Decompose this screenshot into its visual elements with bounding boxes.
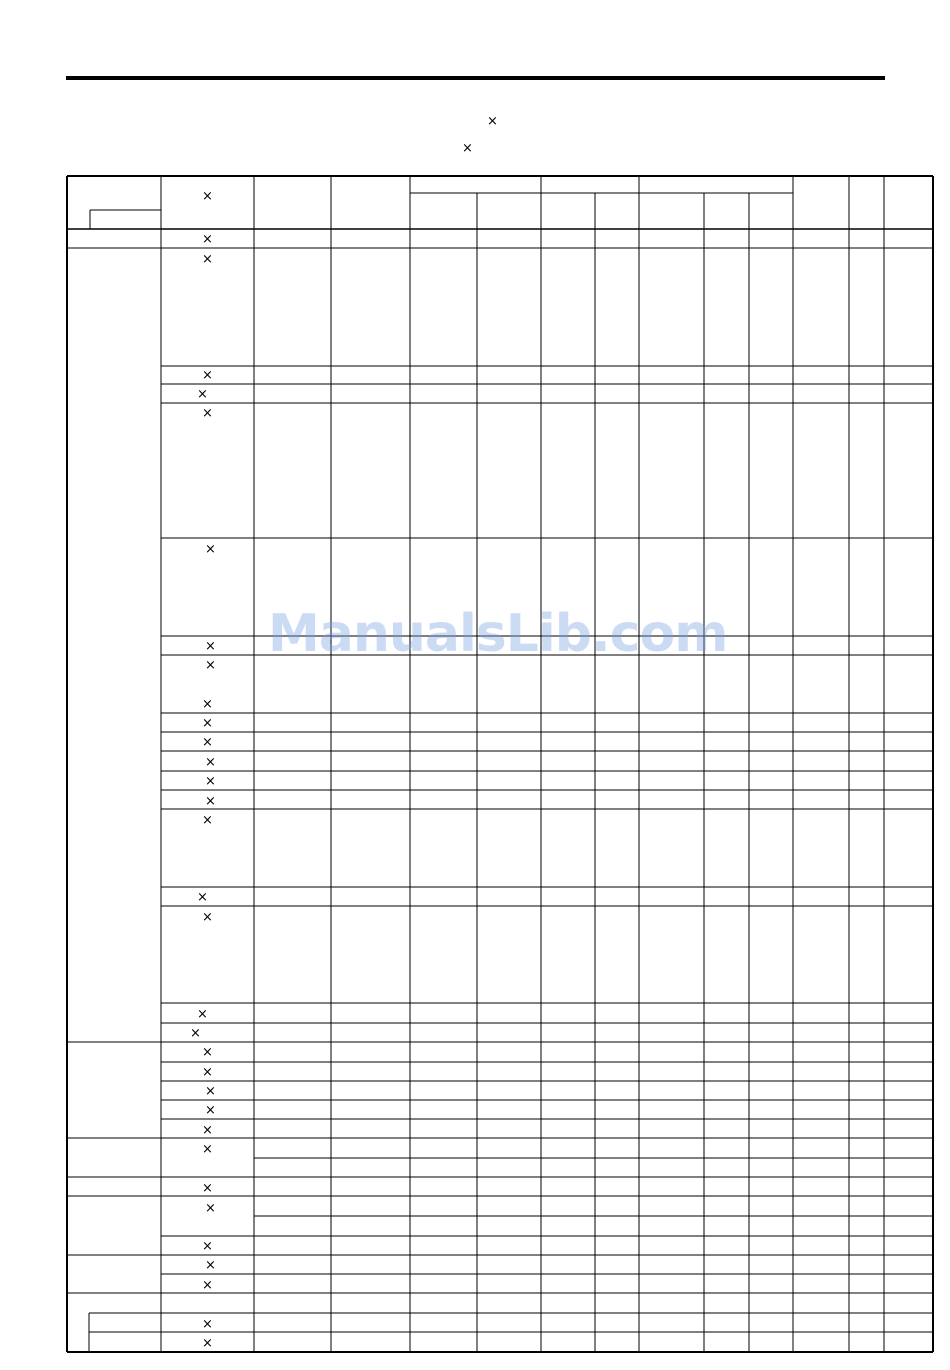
watermark: ManualsLib.com bbox=[268, 604, 728, 664]
row-mark: × bbox=[202, 1123, 213, 1138]
row-mark: × bbox=[202, 406, 213, 421]
row-mark: × bbox=[205, 658, 216, 673]
row-mark: × bbox=[202, 1278, 213, 1293]
row-mark: × bbox=[190, 1026, 201, 1041]
row-mark: × bbox=[205, 755, 216, 770]
note-mark-2: × bbox=[462, 141, 473, 156]
row-mark: × bbox=[205, 1201, 216, 1216]
row-mark: × bbox=[202, 813, 213, 828]
row-mark: × bbox=[197, 387, 208, 402]
row-mark: × bbox=[205, 542, 216, 557]
header-mark: × bbox=[202, 189, 213, 204]
row-mark: × bbox=[205, 774, 216, 789]
row-mark: × bbox=[202, 252, 213, 267]
note-mark-1: × bbox=[487, 114, 498, 129]
row-mark: × bbox=[202, 1045, 213, 1060]
row-mark: × bbox=[202, 232, 213, 247]
row-mark: × bbox=[202, 1181, 213, 1196]
row-mark: × bbox=[197, 890, 208, 905]
row-mark: × bbox=[202, 1317, 213, 1332]
row-mark: × bbox=[205, 1084, 216, 1099]
row-mark: × bbox=[202, 716, 213, 731]
row-mark: × bbox=[202, 1065, 213, 1080]
row-mark: × bbox=[202, 1142, 213, 1157]
row-mark: × bbox=[202, 1336, 213, 1351]
row-mark: × bbox=[202, 735, 213, 750]
row-mark: × bbox=[202, 368, 213, 383]
row-mark: × bbox=[205, 639, 216, 654]
row-mark: × bbox=[202, 697, 213, 712]
row-mark: × bbox=[202, 910, 213, 925]
row-mark: × bbox=[205, 794, 216, 809]
row-mark: × bbox=[205, 1258, 216, 1273]
row-mark: × bbox=[205, 1103, 216, 1118]
row-mark: × bbox=[197, 1007, 208, 1022]
row-mark: × bbox=[202, 1239, 213, 1254]
